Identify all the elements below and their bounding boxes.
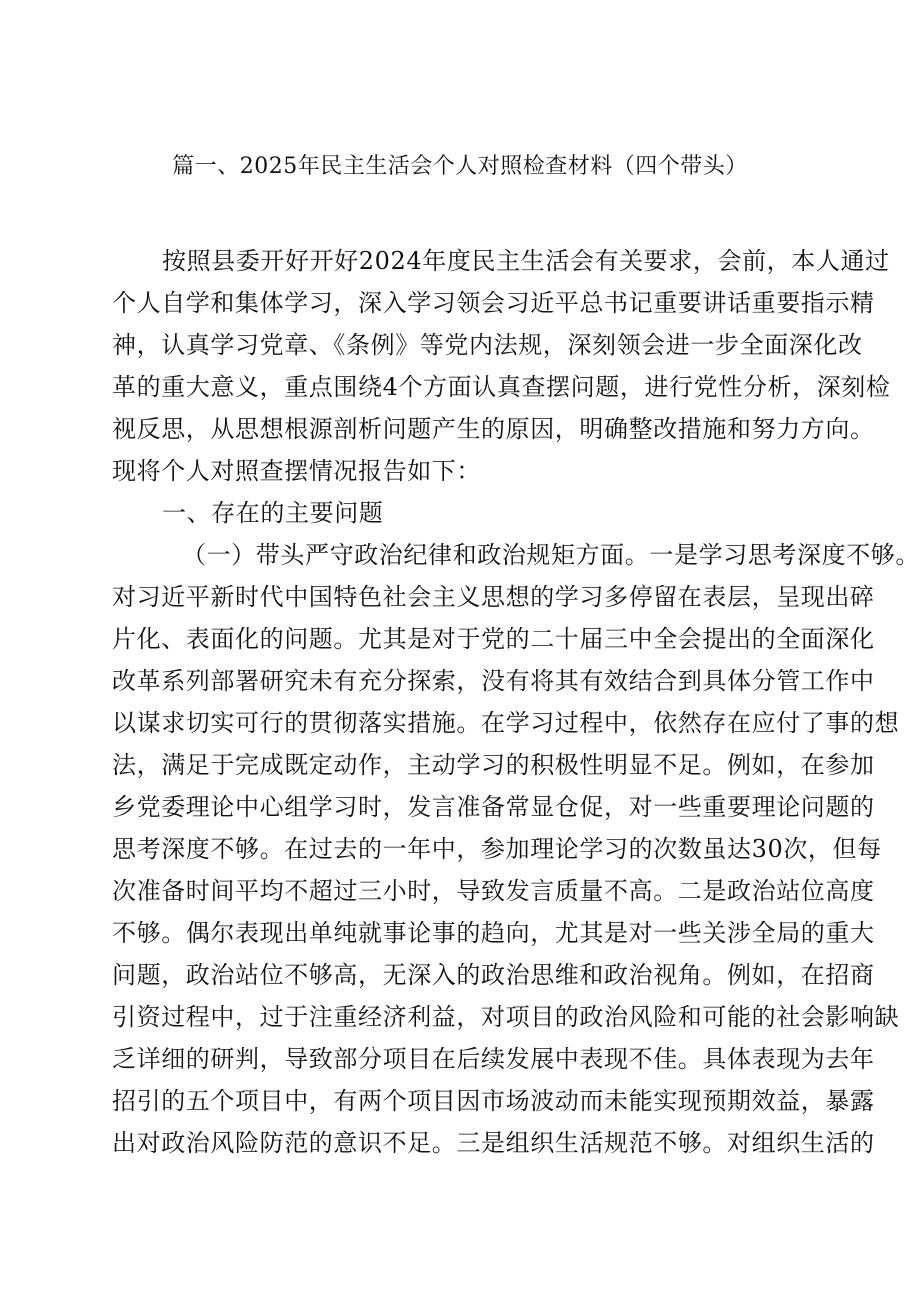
paragraph-line: 乏详细的研判，导致部分项目在后续发展中表现不佳。具体表现为去年 [112, 1045, 875, 1073]
paragraph-line: 以谋求切实可行的贯彻落实措施。在学习过程中，依然存在应付了事的想 [112, 709, 900, 737]
paragraph-line: 个人自学和集体学习，深入学习领会习近平总书记重要讲话重要指示精 [112, 289, 875, 317]
paragraph-line: 对习近平新时代中国特色社会主义思想的学习多停留在表层，呈现出碎 [112, 583, 875, 611]
paragraph-line: 法，满足于完成既定动作，主动学习的积极性明显不足。例如，在参加 [112, 751, 875, 779]
paragraph-line: 思考深度不够。在过去的一年中，参加理论学习的次数虽达30次，但每 [112, 835, 882, 863]
paragraph-line: 现将个人对照查摆情况报告如下： [112, 457, 481, 485]
paragraph-line: 招引的五个项目中，有两个项目因市场波动而未能实现预期效益，暴露 [112, 1087, 875, 1115]
paragraph-line: 革的重大意义，重点围绕4个方面认真查摆问题，进行党性分析，深刻检 [112, 373, 891, 401]
paragraph-line: 神，认真学习党章、《条例》等党内法规，深刻领会进一步全面深化改 [112, 331, 863, 359]
paragraph-line: （一）带头严守政治纪律和政治规矩方面。一是学习思考深度不够。 [182, 541, 920, 569]
paragraph-line: 片化、表面化的问题。尤其是对于党的二十届三中全会提出的全面深化 [112, 625, 875, 653]
document-title: 篇一、2025年民主生活会个人对照检查材料（四个带头） [172, 154, 748, 179]
paragraph-line: 引资过程中，过于注重经济利益，对项目的政治风险和可能的社会影响缺 [112, 1003, 900, 1031]
paragraph-line: 不够。偶尔表现出单纯就事论事的趋向，尤其是对一些关涉全局的重大 [112, 919, 875, 947]
paragraph-line: 出对政治风险防范的意识不足。三是组织生活规范不够。对组织生活的 [112, 1129, 875, 1157]
paragraph-line: 问题，政治站位不够高，无深入的政治思维和政治视角。例如，在招商 [112, 961, 875, 989]
paragraph-line: 按照县委开好开好2024年度民主生活会有关要求，会前，本人通过 [162, 247, 890, 275]
paragraph-line: 改革系列部署研究未有充分探索，没有将其有效结合到具体分管工作中 [112, 667, 875, 695]
document-body [112, 240, 920, 1164]
paragraph-line: 次准备时间平均不超过三小时，导致发言质量不高。二是政治站位高度 [112, 877, 875, 905]
section-heading: 一、存在的主要问题 [162, 499, 384, 527]
paragraph-line: 视反思，从思想根源剖析问题产生的原因，明确整改措施和努力方向。 [112, 415, 875, 443]
paragraph-line: 乡党委理论中心组学习时，发言准备常显仓促，对一些重要理论问题的 [112, 793, 875, 821]
